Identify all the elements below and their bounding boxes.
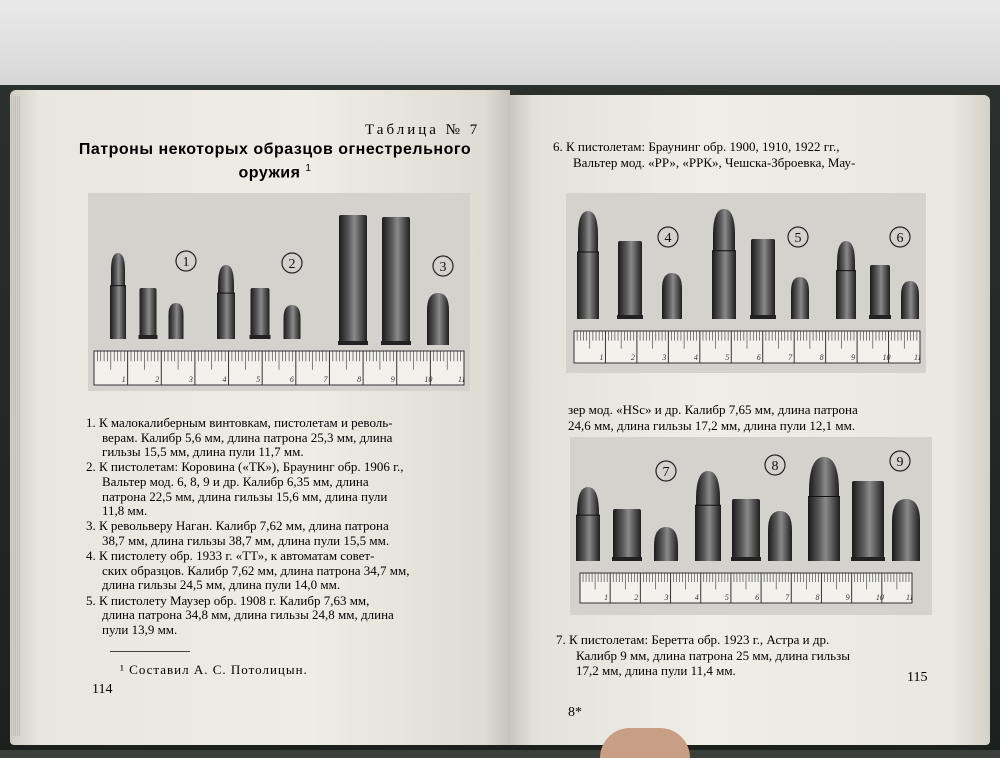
ruler-number: 4: [693, 353, 698, 362]
text-line: 4. К пистолету обр. 1933 г. «ТТ», к автоматам совет-: [86, 548, 375, 564]
text-line: зер мод. «HSc» и др. Калибр 7,65 мм, длина патрона: [568, 402, 858, 417]
circle-number: 2: [288, 257, 296, 272]
page-number-right: 115: [907, 670, 928, 685]
bullet: [768, 511, 792, 561]
cartridge-rim: [851, 557, 885, 561]
title-footnote-mark: 1: [305, 163, 312, 174]
cartridge-rim: [381, 341, 411, 345]
cartridge: [612, 509, 642, 561]
cartridge-case: [382, 217, 410, 345]
cartridge-case: [732, 499, 760, 561]
text-line: 11,8 мм.: [102, 503, 148, 519]
cartridge: [617, 241, 643, 319]
cartridge-case: [576, 515, 600, 561]
cartridge: [654, 527, 678, 561]
ruler-number: 8: [357, 375, 362, 384]
text-line: длина гильзы 24,5 мм, длина пули 14,0 мм.: [102, 577, 341, 593]
circle-number: 4: [664, 231, 672, 246]
cartridge-rim: [869, 315, 891, 319]
thumb: [600, 728, 690, 758]
ruler-number: 7: [788, 353, 793, 362]
cartridge: [381, 217, 411, 345]
ruler-number: 7: [785, 593, 790, 602]
ruler-number: 11: [914, 353, 922, 362]
text-line: 7. К пистолетам: Беретта обр. 1923 г., Астра и др.: [556, 632, 830, 647]
ruler-number: 10: [875, 593, 884, 602]
cartridge: [250, 288, 271, 339]
ruler-number: 10: [424, 375, 433, 384]
photo-svg: [566, 193, 926, 373]
cartridge-case: [618, 241, 642, 319]
bullet: [892, 499, 920, 561]
ruler-number: 9: [390, 375, 395, 384]
ruler: [580, 573, 913, 603]
bullet: [427, 293, 449, 345]
cartridge: [901, 281, 919, 319]
ruler-number: 8: [815, 593, 820, 602]
text-line: 3. К револьверу Наган. Калибр 7,62 мм, длина патрона: [86, 518, 389, 534]
bullet: [111, 253, 125, 286]
cartridge-rim: [139, 335, 158, 339]
circle-number: 3: [439, 260, 447, 275]
ruler-number: 2: [155, 375, 160, 384]
cartridge-rim: [731, 557, 761, 561]
text-line: 38,7 мм, длина гильзы 38,7 мм, длина пули 15,5 мм.: [102, 533, 390, 548]
cartridge-case: [836, 271, 856, 319]
text-line: Калибр 9 мм, длина патрона 25 мм, длина гильзы: [576, 647, 850, 663]
ruler-number: 3: [662, 353, 667, 362]
circle-number: 9: [896, 455, 904, 470]
text-line: 5. К пистолету Маузер обр. 1908 г. Калибр 7,63 мм,: [86, 592, 370, 608]
cartridge-rim: [250, 335, 271, 339]
ruler-number: 6: [756, 353, 761, 362]
bullet: [791, 277, 809, 319]
ruler-number: 11: [458, 375, 466, 384]
cartridge-case: [870, 265, 890, 319]
cartridge: [750, 239, 776, 319]
bullet: [218, 265, 234, 293]
photo-svg: [88, 193, 470, 391]
circle-number: 1: [182, 255, 190, 270]
cartridge: [338, 215, 368, 345]
cartridge: [808, 457, 840, 561]
circle-number: 8: [771, 459, 779, 474]
cartridge-case: [613, 509, 641, 561]
cartridge-case: [852, 481, 884, 561]
table-label: Таблица № 7: [365, 122, 481, 138]
cartridge: [768, 511, 792, 561]
ruler-number: 3: [664, 593, 669, 602]
cartridge-case: [251, 288, 270, 339]
bullet: [662, 273, 682, 319]
circle-number: 5: [794, 231, 802, 246]
cartridge: [836, 241, 856, 319]
ruler-number: 6: [289, 375, 294, 384]
ruler-number: 9: [845, 593, 850, 602]
cartridge: [731, 499, 761, 561]
cartridge: [284, 305, 301, 339]
page-number-left: 114: [92, 682, 113, 697]
ruler-number: 7: [323, 375, 328, 384]
cartridge-case: [751, 239, 775, 319]
cartridge-rim: [338, 341, 368, 345]
cartridge-photo-7-9: [570, 437, 932, 615]
ruler-number: 1: [604, 593, 609, 602]
ruler-number: 5: [725, 353, 730, 362]
ruler-number: 5: [256, 375, 261, 384]
text-line: 17,2 мм, длина пули 11,4 мм.: [576, 663, 736, 678]
cartridge-case: [577, 252, 599, 319]
cartridge-case: [140, 288, 157, 339]
title-line-2: оружия: [238, 164, 301, 182]
cartridge: [139, 288, 158, 339]
cartridge: [869, 265, 891, 319]
cartridge-photo-1-3: [88, 193, 470, 391]
bullet: [578, 211, 598, 252]
text-line: Вальтер мод. 6, 8, 9 и др. Калибр 6,35 мм, длина: [102, 474, 369, 489]
text-line: 2. К пистолетам: Коровина («ТК»), Браунинг обр. 1906 г.,: [86, 459, 404, 475]
bullet: [713, 209, 735, 251]
cartridge-rim: [612, 557, 642, 561]
photo-svg: [570, 437, 932, 615]
bullet: [654, 527, 678, 561]
cartridge: [662, 273, 682, 319]
text-line: 6. К пистолетам: Браунинг обр. 1900, 1910, 1922 гг.,: [553, 139, 840, 154]
text-line: 24,6 мм, длина гильзы 17,2 мм, длина пули 12,1 мм.: [568, 418, 856, 433]
ruler-number: 4: [222, 375, 227, 384]
cartridge-case: [339, 215, 367, 345]
bullet: [901, 281, 919, 319]
text-line: Вальтер мод. «РР», «РРК», Чешска-Зброевка, Мау-: [573, 155, 856, 170]
cartridge: [576, 487, 600, 561]
cartridge: [695, 471, 721, 561]
cartridge: [892, 499, 920, 561]
text-line: гильзы 15,5 мм, длина пули 11,7 мм.: [102, 444, 304, 460]
ruler-number: 5: [724, 593, 729, 602]
ruler-number: 10: [882, 353, 891, 362]
cartridge-rim: [617, 315, 643, 319]
cartridge-case: [110, 286, 126, 339]
cartridge: [169, 303, 184, 339]
cartridge: [851, 481, 885, 561]
ruler-number: 4: [694, 593, 699, 602]
title-line-1: Патроны некоторых образцов огнестрельного: [78, 141, 472, 158]
text-line: пули 13,9 мм.: [102, 621, 178, 637]
text-line: верам. Калибр 5,6 мм, длина патрона 25,3 мм, длина: [102, 429, 393, 445]
cartridge: [577, 211, 599, 319]
cartridge: [427, 293, 449, 345]
cartridge-case: [217, 293, 235, 339]
cartridge-case: [808, 497, 840, 561]
bullet: [284, 305, 301, 339]
cartridge-case: [712, 251, 736, 319]
cartridge-case: [695, 505, 721, 561]
ruler-number: 9: [851, 353, 856, 362]
page-title: [60, 140, 490, 182]
ruler-number: 2: [634, 593, 639, 602]
cartridge: [110, 253, 126, 339]
ruler-number: 1: [599, 353, 604, 362]
text-line: ских образцов. Калибр 7,62 мм, длина патрона 34,7 мм,: [102, 562, 410, 578]
cartridge: [712, 209, 736, 319]
signature-mark: 8*: [568, 705, 582, 720]
bullet: [169, 303, 184, 339]
cartridge-photo-4-6: [566, 193, 926, 373]
ruler-number: 3: [188, 375, 193, 384]
page-edge-stack: [10, 96, 20, 736]
ruler: [94, 351, 465, 385]
text-line: 1. К малокалиберным винтовкам, пистолетам и револь-: [86, 415, 393, 430]
text-line: патрона 22,5 мм, длина гильзы 15,6 мм, длина пули: [102, 488, 388, 504]
footnote-rule: [110, 651, 190, 652]
footnote: ¹ Составил А. С. Потолицын.: [120, 662, 308, 677]
cartridge: [217, 265, 235, 339]
circle-number: 6: [896, 231, 904, 246]
ruler: [574, 331, 921, 363]
ruler-number: 6: [755, 593, 760, 602]
cartridge-rim: [750, 315, 776, 319]
ruler-number: 11: [906, 593, 914, 602]
cartridge: [791, 277, 809, 319]
text-line: длина патрона 34,8 мм, длина гильзы 24,8 мм, длина: [102, 607, 394, 623]
ruler-number: 8: [819, 353, 824, 362]
circle-number: 7: [662, 465, 670, 480]
ruler-number: 1: [121, 375, 126, 384]
ruler-number: 2: [630, 353, 635, 362]
